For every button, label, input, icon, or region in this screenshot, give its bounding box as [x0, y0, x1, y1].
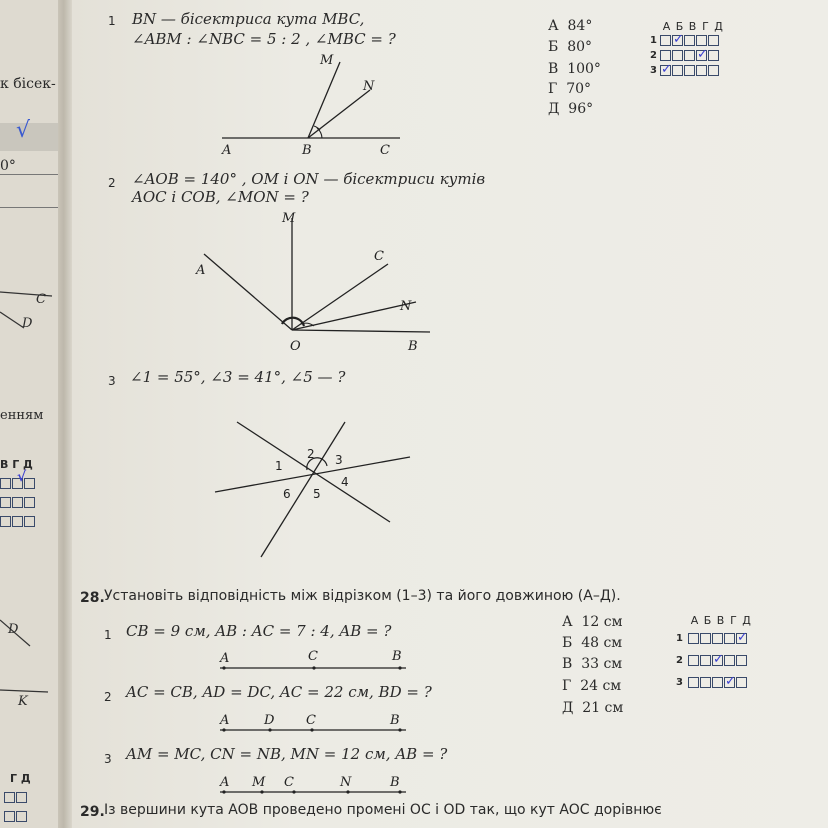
option-value: 80° — [567, 39, 593, 55]
grid-header: В — [716, 614, 725, 627]
question-text: AC = CB, AD = DC, AC = 22 см, BD = ? — [126, 683, 432, 701]
option-value: 24 см — [580, 678, 622, 694]
answer-checkbox[interactable] — [660, 35, 671, 46]
answer-grid — [676, 614, 753, 693]
question-number: 1 — [108, 14, 116, 28]
check-mark-icon: √ — [16, 118, 31, 143]
option-value: 96° — [568, 101, 594, 117]
grid-header: Г — [730, 614, 737, 627]
point-label: B — [390, 775, 400, 790]
point-label: B — [390, 713, 400, 728]
option-letter: Г — [562, 678, 572, 694]
answer-grid — [650, 20, 725, 78]
angle-label: 2 — [307, 447, 315, 461]
answer-options — [562, 614, 623, 717]
point-label: C — [308, 649, 318, 664]
answer-checkbox[interactable] — [712, 677, 723, 688]
question-text: AOC і COB, ∠MON = ? — [132, 188, 309, 206]
option-letter: Б — [548, 39, 559, 55]
grid-row-number: 2 — [650, 50, 657, 61]
grid-row-number: 1 — [676, 632, 683, 644]
question-text: ∠1 = 55°, ∠3 = 41°, ∠5 — ? — [130, 368, 346, 386]
figure-angle-aob — [190, 210, 450, 360]
task-text: Із вершини кута AOB проведено промені OC і OD так, що кут AOC дорівнює — [104, 802, 662, 818]
option-value: 70° — [566, 81, 592, 97]
task-title: Установіть відповідність між відрізком (1–3) та його довжиною (А–Д). — [104, 588, 621, 604]
point-label: O — [290, 339, 301, 354]
left-page-fragment — [0, 0, 66, 828]
grid-row-number: 3 — [650, 65, 657, 76]
option-value: 12 см — [581, 614, 623, 630]
option-letter: Б — [562, 635, 573, 651]
answer-checkbox[interactable] — [708, 50, 719, 61]
task-number: 28. — [80, 590, 105, 606]
grid-header: Б — [703, 614, 712, 627]
answer-checkbox[interactable] — [688, 633, 699, 644]
option-value: 48 см — [581, 635, 623, 651]
fragment-boxes — [4, 788, 28, 826]
answer-checkbox[interactable] — [700, 655, 711, 666]
question-number: 2 — [104, 690, 112, 704]
answer-checkbox[interactable] — [672, 50, 683, 61]
point-label: A — [222, 143, 232, 158]
grid-header: А — [690, 614, 699, 627]
point-label: B — [408, 339, 418, 354]
answer-checkbox[interactable] — [672, 35, 683, 46]
answer-checkbox[interactable] — [684, 35, 695, 46]
question-text: ∠AOB = 140° , OM і ON — бісектриси кутів — [132, 170, 486, 188]
option-letter: Г — [548, 81, 558, 97]
option-letter: Д — [548, 101, 560, 117]
check-mark-icon: √ — [17, 469, 27, 485]
answer-checkbox[interactable] — [724, 677, 735, 688]
answer-checkbox[interactable] — [736, 655, 747, 666]
point-label: C — [374, 249, 384, 264]
task-number: 29. — [80, 804, 105, 820]
question-number: 1 — [104, 628, 112, 642]
answer-checkbox[interactable] — [696, 35, 707, 46]
point-label: A — [220, 651, 230, 666]
option-letter: В — [548, 61, 559, 77]
point-label: A — [220, 775, 230, 790]
grid-header: Д — [714, 20, 723, 33]
grid-header: А — [662, 20, 671, 33]
answer-checkbox[interactable] — [708, 65, 719, 76]
option-value: 84° — [567, 18, 593, 34]
grid-header: Б — [675, 20, 684, 33]
point-label: M — [282, 211, 296, 226]
answer-checkbox[interactable] — [736, 677, 747, 688]
grid-row-number: 1 — [650, 35, 657, 46]
grid-header: Д — [742, 614, 751, 627]
answer-checkbox[interactable] — [688, 677, 699, 688]
fragment-text: к бісек- — [0, 76, 56, 92]
point-label: N — [363, 79, 375, 94]
point-label: M — [252, 775, 266, 790]
answer-checkbox[interactable] — [696, 50, 707, 61]
answer-options — [548, 18, 601, 118]
option-letter: А — [548, 18, 559, 34]
point-label: M — [320, 53, 334, 68]
answer-checkbox[interactable] — [688, 655, 699, 666]
fragment-text: Г Д — [10, 772, 31, 785]
fragment-text: D — [8, 622, 19, 637]
answer-checkbox[interactable] — [712, 633, 723, 644]
answer-checkbox[interactable] — [672, 65, 683, 76]
option-letter: А — [562, 614, 573, 630]
grid-row-number: 2 — [676, 654, 683, 666]
point-label: C — [380, 143, 390, 158]
option-letter: Д — [562, 700, 574, 716]
answer-checkbox[interactable] — [736, 633, 747, 644]
question-number: 3 — [108, 374, 116, 388]
point-label: A — [220, 713, 230, 728]
grid-header: Г — [702, 20, 709, 33]
question-text: BN — бісектриса кута MBC, — [132, 10, 365, 28]
answer-checkbox[interactable] — [660, 50, 671, 61]
point-label: A — [196, 263, 206, 278]
question-text: ∠ABM : ∠NBC = 5 : 2 , ∠MBC = ? — [132, 30, 396, 48]
angle-label: 3 — [335, 453, 343, 467]
point-label: B — [302, 143, 312, 158]
angle-label: 4 — [341, 475, 349, 489]
segment-figure-2 — [218, 708, 418, 738]
question-number: 2 — [108, 176, 116, 190]
segment-figure-3 — [218, 770, 418, 800]
point-label: D — [264, 713, 275, 728]
question-number: 3 — [104, 752, 112, 766]
option-value: 21 см — [582, 700, 624, 716]
angle-label: 5 — [313, 487, 321, 501]
answer-checkbox[interactable] — [712, 655, 723, 666]
option-letter: В — [562, 656, 573, 672]
answer-checkbox[interactable] — [724, 633, 735, 644]
fragment-text: K — [18, 694, 28, 709]
fragment-text: D — [22, 316, 33, 331]
angle-label: 6 — [283, 487, 291, 501]
question-text: AM = MC, CN = NB, MN = 12 см, AB = ? — [126, 745, 448, 763]
point-label: B — [392, 649, 402, 664]
answer-checkbox[interactable] — [700, 677, 711, 688]
fragment-text: 0° — [0, 158, 16, 174]
option-value: 33 см — [581, 656, 623, 672]
book-gutter — [58, 0, 72, 828]
answer-checkbox[interactable] — [660, 65, 671, 76]
answer-checkbox[interactable] — [684, 50, 695, 61]
question-text: CB = 9 см, AB : AC = 7 : 4, AB = ? — [126, 622, 392, 640]
fragment-text: енням — [0, 408, 44, 423]
point-label: C — [306, 713, 316, 728]
figure-intersecting-lines — [215, 412, 415, 562]
grid-header: В — [688, 20, 697, 33]
answer-checkbox[interactable] — [708, 35, 719, 46]
answer-checkbox[interactable] — [724, 655, 735, 666]
point-label: C — [284, 775, 294, 790]
textbook-page — [72, 0, 828, 828]
answer-checkbox[interactable] — [700, 633, 711, 644]
figure-bisector-mbc — [220, 50, 400, 160]
answer-checkbox[interactable] — [684, 65, 695, 76]
fragment-text: В Г Д — [0, 458, 33, 471]
answer-checkbox[interactable] — [696, 65, 707, 76]
grid-row-number: 3 — [676, 676, 683, 688]
point-label: N — [400, 299, 412, 314]
fragment-text: C — [36, 292, 46, 307]
point-label: N — [340, 775, 352, 790]
segment-figure-1 — [218, 646, 418, 676]
angle-label: 1 — [275, 459, 283, 473]
option-value: 100° — [567, 61, 601, 77]
